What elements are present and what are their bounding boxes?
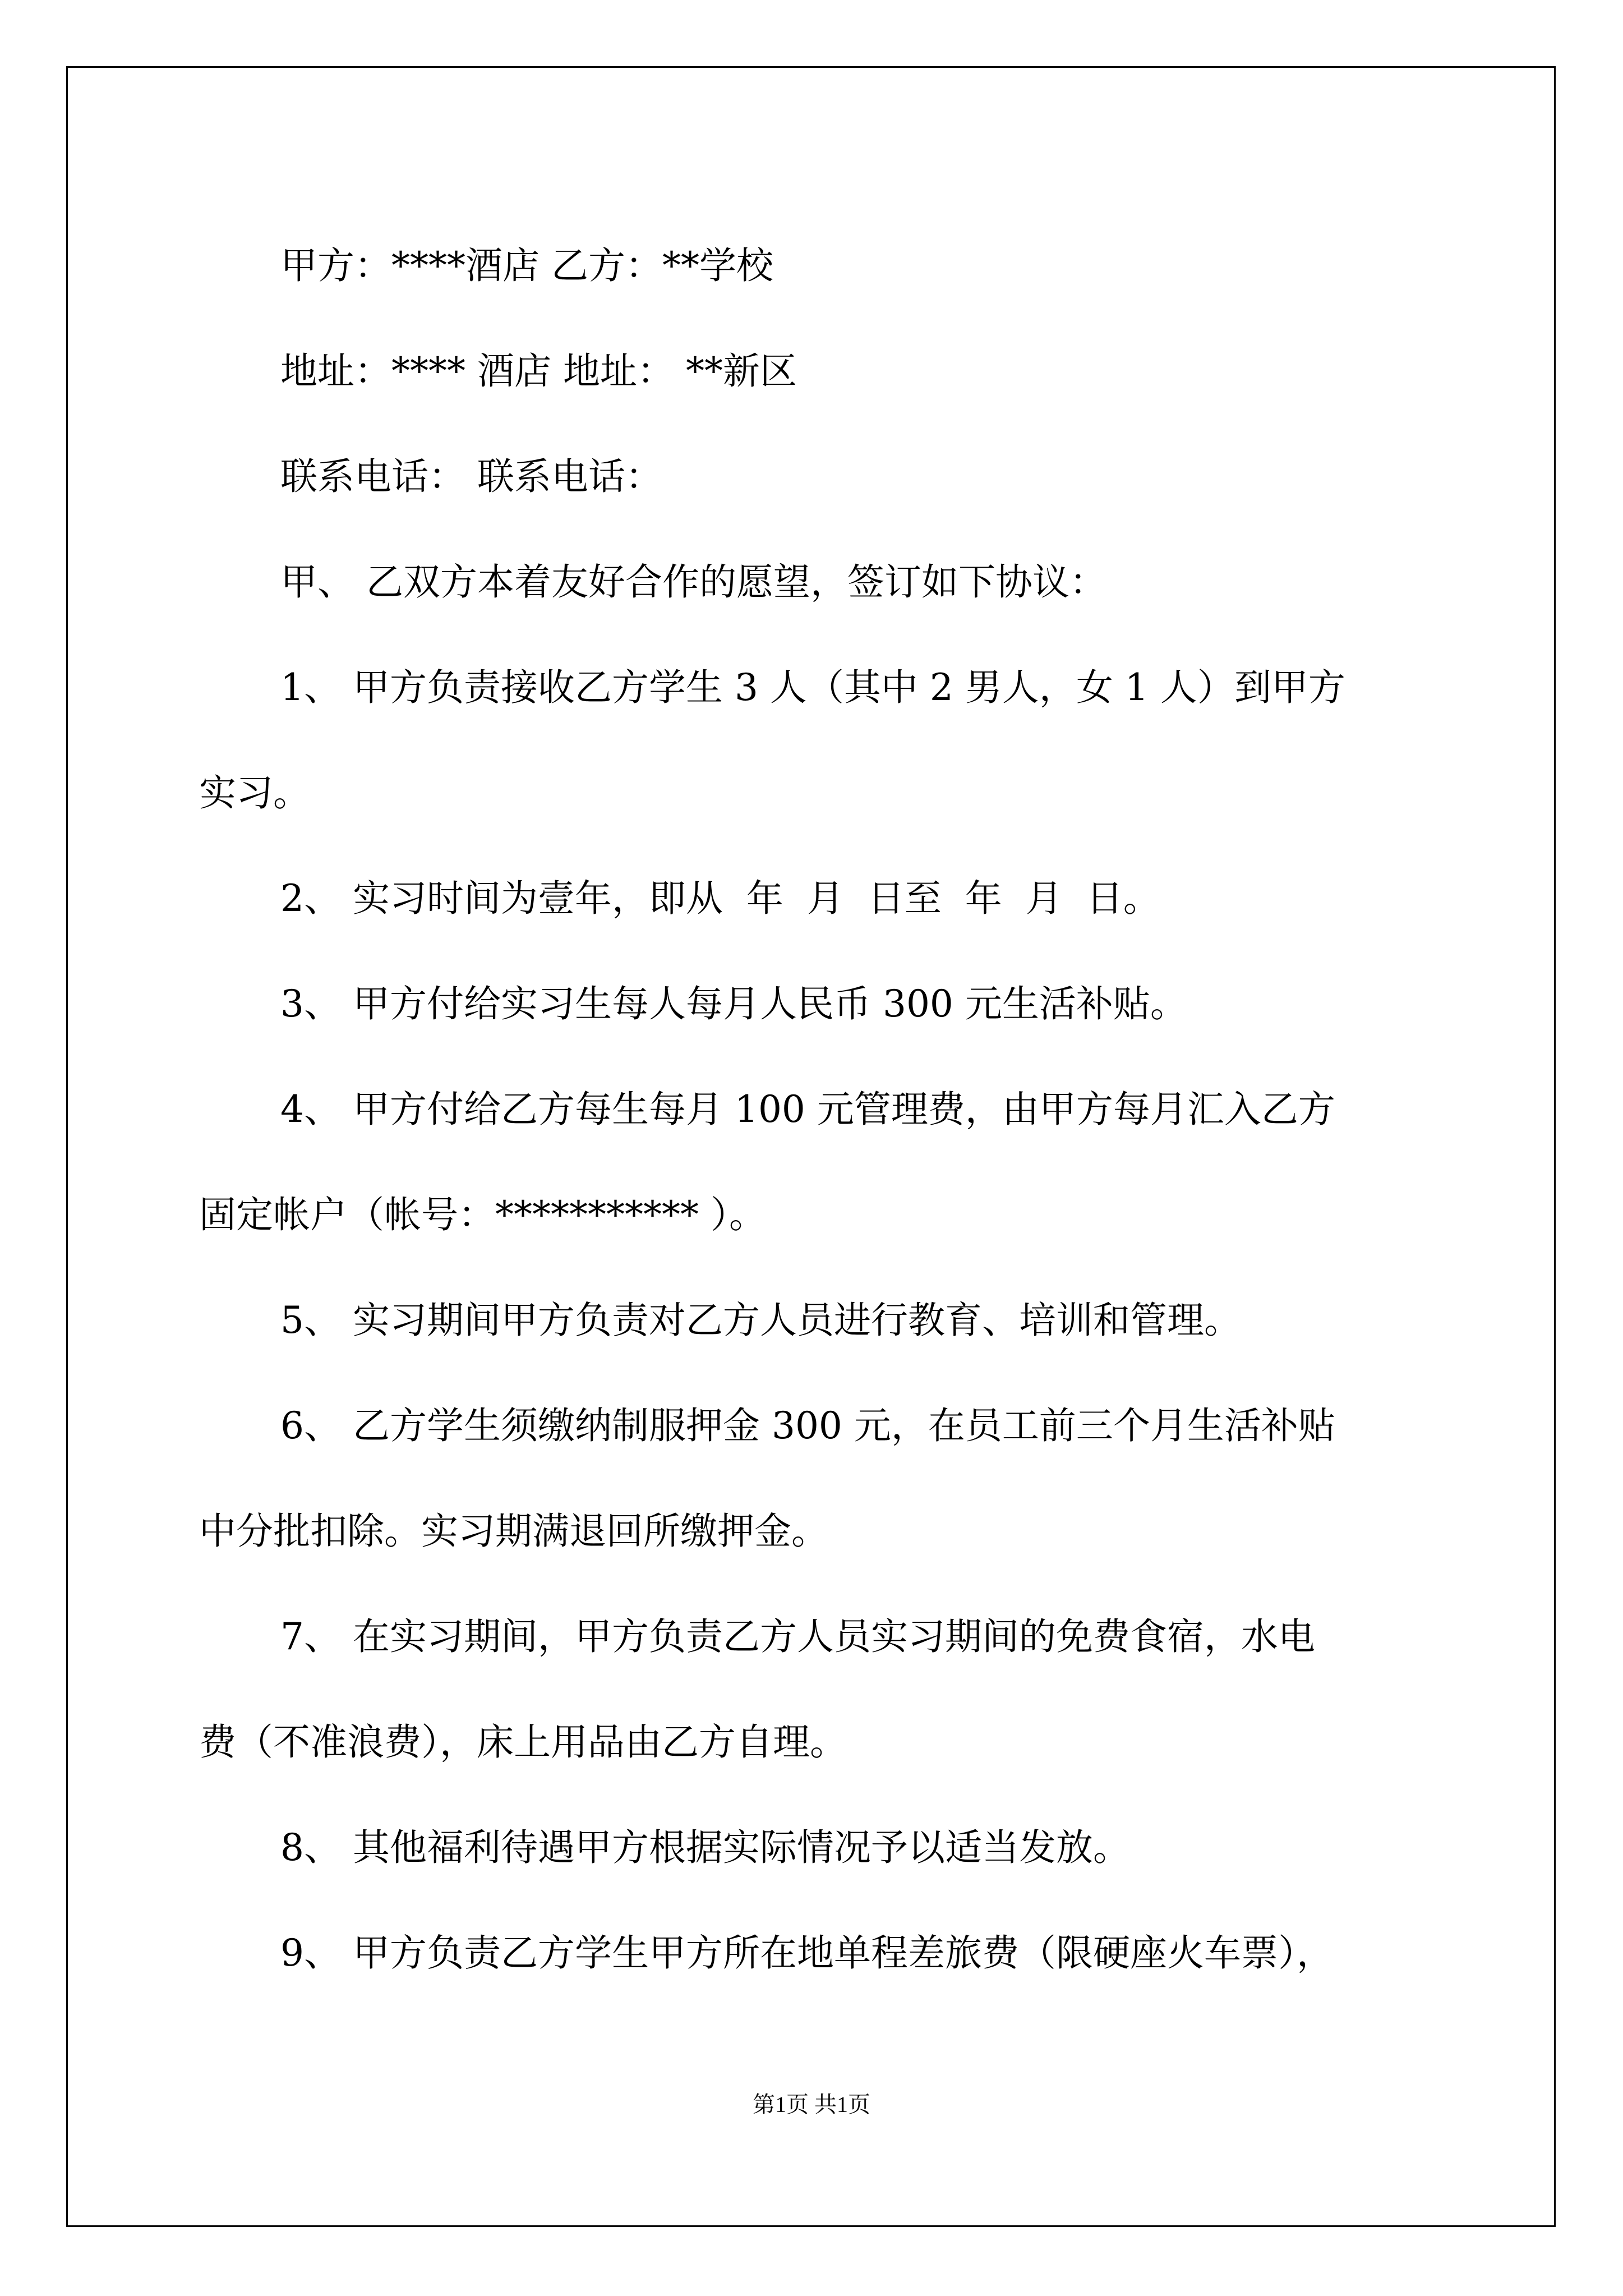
clause-4-line-1: 4、 甲方付给乙方每生每月 100 元管理费，由甲方每月汇入乙方 bbox=[280, 1088, 1335, 1131]
clause-7-line-2: 费（不准浪费），床上用品由乙方自理。 bbox=[199, 1720, 847, 1764]
agreement-intro: 甲、 乙双方本着友好合作的愿望，签订如下协议： bbox=[280, 560, 1106, 604]
clause-7-line-1: 7、 在实习期间，甲方负责乙方人员实习期间的免费食宿，水电 bbox=[280, 1615, 1315, 1658]
clause-5: 5、 实习期间甲方负责对乙方人员进行教育、培训和管理。 bbox=[280, 1299, 1241, 1342]
clause-6-line-1: 6、 乙方学生须缴纳制服押金 300 元，在员工前三个月生活补贴 bbox=[280, 1404, 1335, 1447]
phone-line: 联系电话： 联系电话： bbox=[280, 455, 662, 498]
document-body bbox=[199, 213, 1427, 2006]
clause-3: 3、 甲方付给实习生每人每月人民币 300 元生活补贴。 bbox=[280, 982, 1187, 1025]
party-names-line: 甲方：****酒店 乙方：**学校 bbox=[280, 244, 773, 287]
clause-8: 8、 其他福利待遇甲方根据实际情况予以适当发放。 bbox=[280, 1826, 1130, 1869]
clause-1-line-2: 实习。 bbox=[199, 771, 310, 815]
page-number-footer: 第1页 共1页 bbox=[753, 2092, 870, 2117]
clause-4-line-2: 固定帐户（帐号：*********** ）。 bbox=[199, 1193, 766, 1236]
clause-2: 2、 实习时间为壹年，即从 年 月 日至 年 月 日。 bbox=[280, 877, 1160, 920]
address-line: 地址：**** 酒店 地址： **新区 bbox=[280, 349, 797, 393]
clause-9-line-1: 9、 甲方负责乙方学生甲方所在地单程差旅费（限硬座火车票）， bbox=[280, 1931, 1334, 1975]
clause-1-line-1: 1、 甲方负责接收乙方学生 3 人（其中 2 男人，女 1 人）到甲方 bbox=[280, 666, 1345, 709]
clause-6-line-2: 中分批扣除。实习期满退回所缴押金。 bbox=[199, 1510, 828, 1553]
